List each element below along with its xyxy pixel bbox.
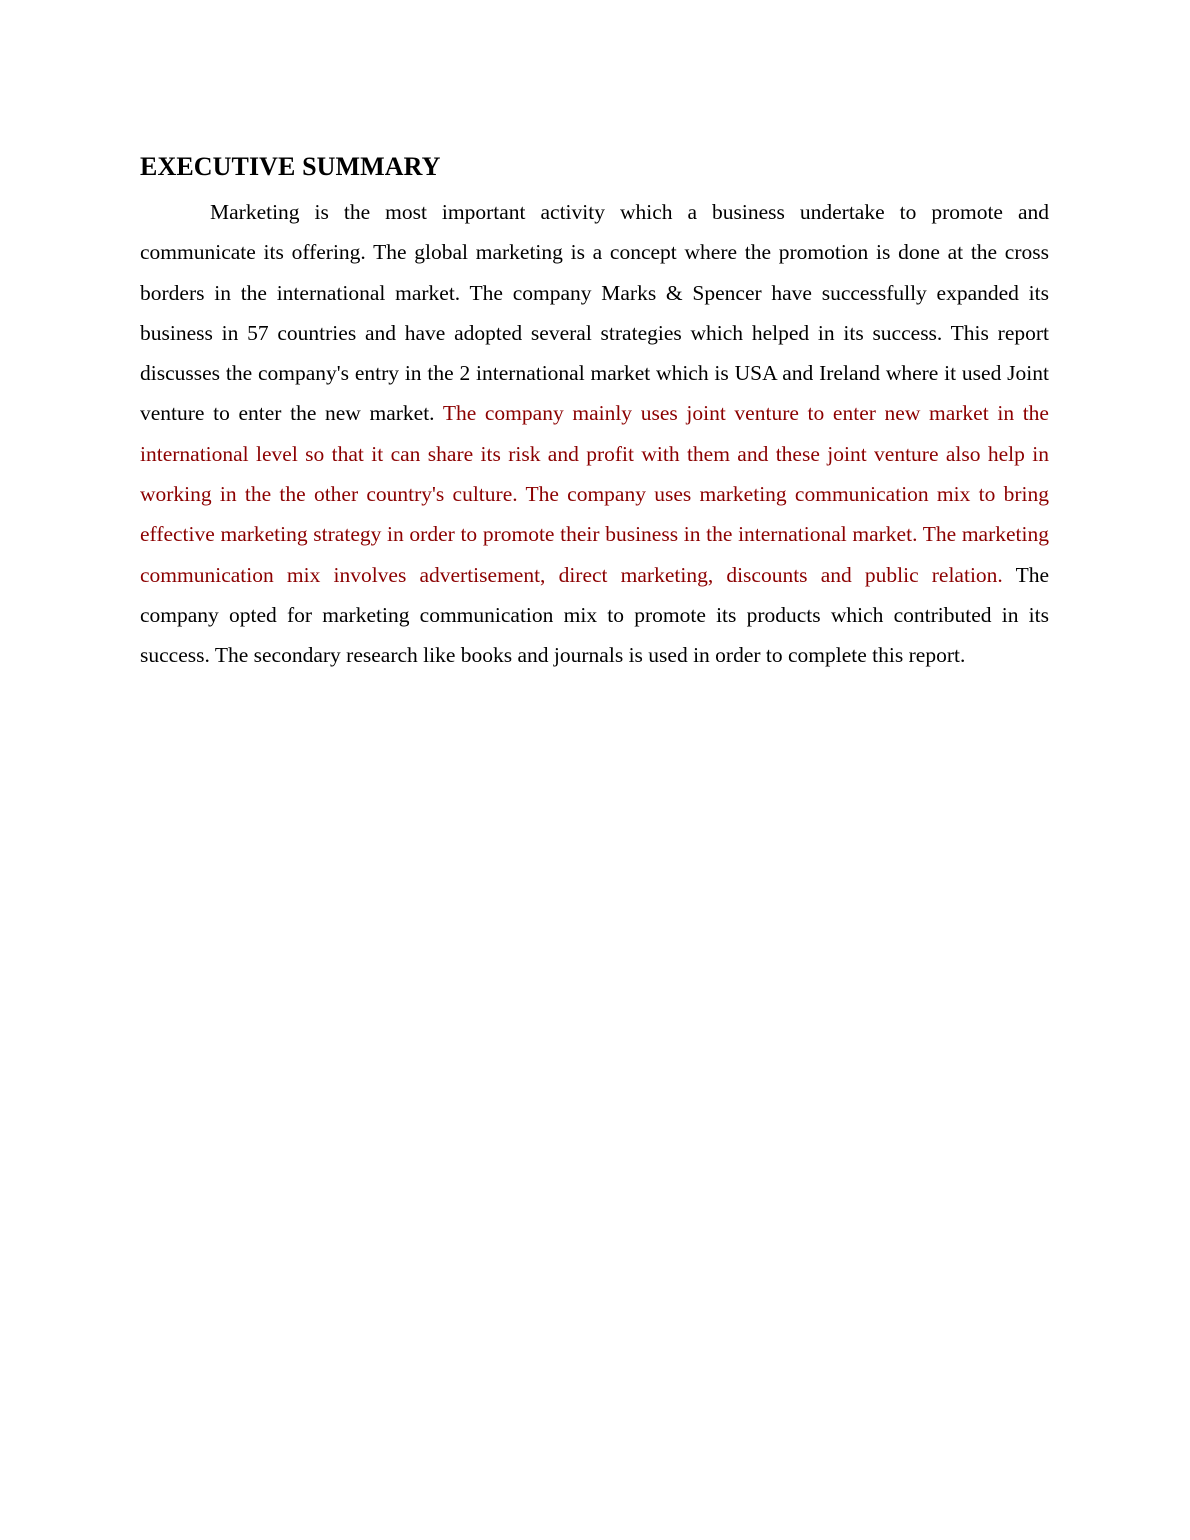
executive-summary-paragraph xyxy=(140,192,1049,676)
section-heading: EXECUTIVE SUMMARY xyxy=(140,152,441,181)
paragraph-text-part2: The company opted for marketing communication mix to promote its products which contributed in its success. The secondary research like books and journals is used in order to complete this report. xyxy=(140,562,1049,668)
document-content xyxy=(140,150,1049,676)
paragraph-text-part1: Marketing is the most important activity which a business undertake to promote and communicate its offering. The global marketing is a concept where the promotion is done at the cross borders in the international market. The company Marks & Spencer have successfully expanded its business in 57 countries and have adopted several strategies which helped in its success. This report discusses the company's entry in the 2 international market which is USA and Ireland where it used Joint venture to enter the new market. xyxy=(140,200,1049,426)
highlighted-text: The company mainly uses joint venture to enter new market in the international level so that it can share its risk and profit with them and these joint venture also help in working in the the other country's culture. The company uses marketing communication mix to bring effective marketing strategy in order to promote their business in the international market. The marketing communication mix involves advertisement, direct marketing, discounts and public relation. xyxy=(140,401,1049,587)
